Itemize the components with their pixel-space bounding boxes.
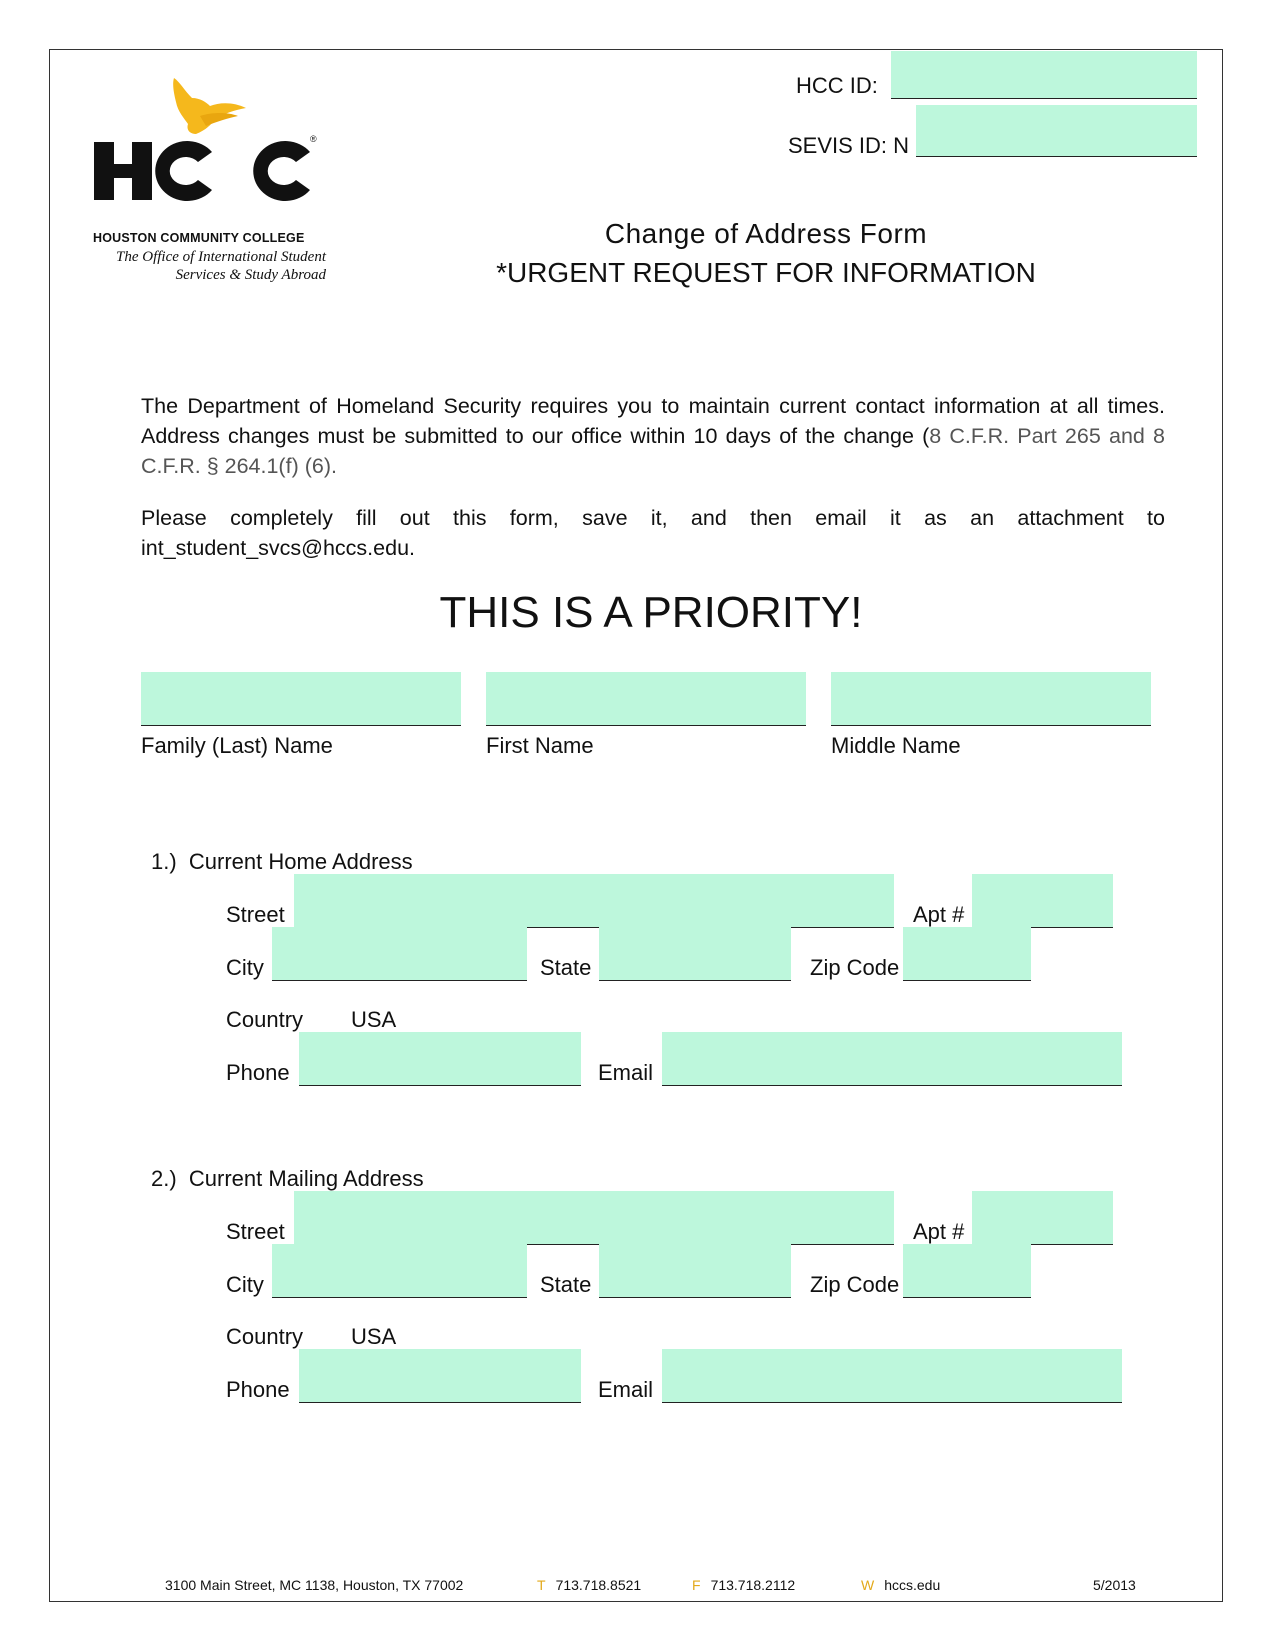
mailing-zip-label: Zip Code	[810, 1272, 900, 1297]
mailing-street-field[interactable]	[294, 1191, 894, 1245]
home-country-field[interactable]	[313, 1005, 500, 1033]
home-email-label: Email	[598, 1060, 654, 1085]
sevis-id-field[interactable]	[916, 105, 1197, 157]
hcc-id-label: HCC ID:	[796, 73, 878, 98]
mailing-phone-field[interactable]	[299, 1349, 581, 1403]
mailing-country-field[interactable]	[313, 1322, 500, 1350]
mailing-zip-field[interactable]	[903, 1244, 1031, 1298]
home-state-label: State	[540, 955, 592, 980]
svg-text:®: ®	[310, 134, 317, 144]
footer-phone-key: T	[537, 1577, 546, 1593]
logo-office-line1: The Office of International Student	[116, 249, 326, 265]
mailing-phone-label: Phone	[226, 1377, 290, 1402]
form-title: Change of Address Form	[604, 218, 928, 249]
mailing-state-field[interactable]	[599, 1244, 791, 1298]
mailing-apt-label: Apt #	[913, 1219, 965, 1244]
mailing-country-value: USA	[351, 1324, 397, 1349]
logo-office-line2: Services & Study Abroad	[175, 267, 326, 283]
form-subtitle: *URGENT REQUEST FOR INFORMATION	[496, 257, 1036, 288]
home-street-field[interactable]	[294, 874, 894, 928]
eagle-logo-icon	[88, 72, 328, 232]
footer-fax-key: F	[692, 1577, 701, 1593]
home-apt-label: Apt #	[913, 902, 965, 927]
footer-fax	[692, 1577, 795, 1593]
priority-banner: THIS IS A PRIORITY!	[439, 588, 863, 637]
footer-fax-number: 713.718.2112	[710, 1577, 796, 1593]
home-zip-label: Zip Code	[810, 955, 900, 980]
home-city-field[interactable]	[272, 927, 527, 981]
footer-web	[861, 1577, 940, 1593]
mailing-city-label: City	[226, 1272, 264, 1297]
home-phone-label: Phone	[226, 1060, 290, 1085]
home-street-label: Street	[226, 902, 285, 927]
footer-address: 3100 Main Street, MC 1138, Houston, TX 77002	[165, 1577, 464, 1593]
middle-name-label: Middle Name	[831, 733, 961, 758]
family-name-field[interactable]	[141, 672, 461, 726]
home-address-heading: 1.) Current Home Address	[151, 849, 413, 874]
footer-phone-number: 713.718.8521	[555, 1577, 642, 1593]
footer-web-link[interactable]: hccs.edu	[884, 1577, 941, 1593]
footer-date: 5/2013	[1093, 1577, 1136, 1593]
mailing-street-label: Street	[226, 1219, 285, 1244]
home-city-label: City	[226, 955, 264, 980]
middle-name-field[interactable]	[831, 672, 1151, 726]
intro-paragraph-1	[141, 391, 1165, 481]
home-email-field[interactable]	[662, 1032, 1122, 1086]
logo-college-name: HOUSTON COMMUNITY COLLEGE	[93, 231, 305, 245]
footer-web-key: W	[861, 1577, 875, 1593]
home-country-label: Country	[226, 1007, 304, 1032]
first-name-field[interactable]	[486, 672, 806, 726]
mailing-country-label: Country	[226, 1324, 304, 1349]
home-country-value: USA	[351, 1007, 397, 1032]
mailing-state-label: State	[540, 1272, 592, 1297]
footer-phone	[537, 1577, 641, 1593]
family-name-label: Family (Last) Name	[141, 733, 333, 758]
home-zip-field[interactable]	[903, 927, 1031, 981]
mailing-apt-field[interactable]	[972, 1191, 1113, 1245]
sevis-id-label: SEVIS ID: N	[788, 133, 910, 158]
mailing-address-heading: 2.) Current Mailing Address	[151, 1166, 424, 1191]
home-phone-field[interactable]	[299, 1032, 581, 1086]
regulation-citation: 8 C.F.R. Part 265 and 8 C.F.R. § 264.1(f) (6).	[141, 424, 1165, 478]
mailing-email-field[interactable]	[662, 1349, 1122, 1403]
mailing-email-label: Email	[598, 1377, 654, 1402]
home-apt-field[interactable]	[972, 874, 1113, 928]
hcc-id-field[interactable]	[891, 51, 1197, 99]
mailing-city-field[interactable]	[272, 1244, 527, 1298]
intro-paragraph-2: Please completely fill out this form, save it, and then email it as an attachment to int_student_svcs@hccs.edu.	[141, 506, 1165, 560]
first-name-label: First Name	[486, 733, 594, 758]
home-state-field[interactable]	[599, 927, 791, 981]
intro-text: The Department of Homeland Security requires you to maintain current contact information at all times. Address changes must be submitted to our office within 10 days of the change (	[141, 394, 1165, 448]
